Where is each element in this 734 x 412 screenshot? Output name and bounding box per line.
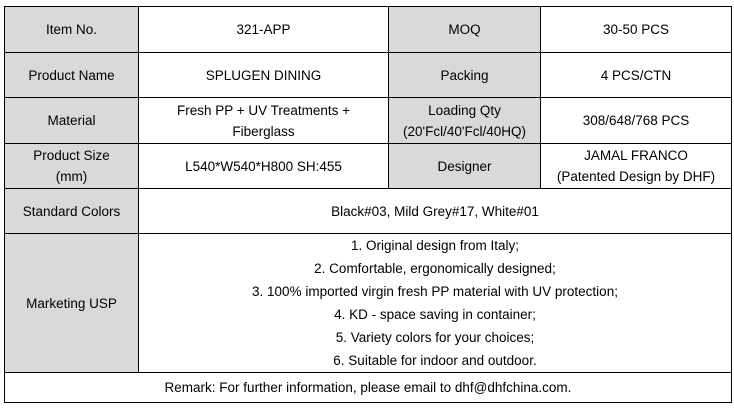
product-name-value: SPLUGEN DINING — [139, 53, 389, 98]
material-value-line-1: Fresh PP + UV Treatments + — [176, 102, 351, 118]
standard-colors-value: Black#03, Mild Grey#17, White#01 — [139, 189, 732, 234]
list-item: 3. 100% imported virgin fresh PP material with UV protection; — [252, 284, 618, 299]
standard-colors-label: Standard Colors — [5, 189, 139, 234]
designer-value-line-2: (Patented Design by DHF) — [556, 169, 716, 184]
product-size-label — [5, 144, 139, 189]
item-no-value: 321-APP — [139, 7, 389, 53]
list-item: 2. Comfortable, ergonomically designed; — [314, 261, 556, 276]
table-row — [5, 189, 732, 234]
product-size-label-line-2: (mm) — [55, 169, 88, 184]
loading-qty-label-line-1: Loading Qty — [428, 102, 501, 118]
designer-value — [541, 144, 732, 189]
marketing-usp-list — [139, 234, 732, 373]
product-size-value: L540*W540*H800 SH:455 — [139, 144, 389, 189]
loading-qty-value: 308/648/768 PCS — [541, 98, 732, 144]
list-item: 4. KD - space saving in container; — [334, 307, 536, 322]
list-item: 6. Suitable for indoor and outdoor. — [333, 353, 537, 368]
designer-value-line-1: JAMAL FRANCO — [584, 148, 688, 163]
table-row — [5, 53, 732, 98]
table-row — [5, 234, 732, 373]
product-spec-table — [4, 6, 732, 403]
table-row — [5, 144, 732, 189]
marketing-usp-label: Marketing USP — [5, 234, 139, 373]
product-size-label-line-1: Product Size — [33, 148, 110, 163]
table-row — [5, 98, 732, 144]
table-row — [5, 7, 732, 53]
loading-qty-label-line-2: (20'Fcl/40'Fcl/40HQ) — [403, 123, 526, 139]
product-name-label: Product Name — [5, 53, 139, 98]
material-value-line-2: Fiberglass — [232, 123, 295, 139]
material-label: Material — [5, 98, 139, 144]
item-no-label: Item No. — [5, 7, 139, 53]
moq-value: 30-50 PCS — [541, 7, 732, 53]
packing-label: Packing — [389, 53, 541, 98]
table-row — [5, 373, 732, 403]
list-item: 5. Variety colors for your choices; — [335, 330, 535, 345]
packing-value: 4 PCS/CTN — [541, 53, 732, 98]
material-value — [139, 98, 389, 144]
loading-qty-label — [389, 98, 541, 144]
designer-label: Designer — [389, 144, 541, 189]
list-item: 1. Original design from Italy; — [350, 238, 520, 253]
remark-text: Remark: For further information, please email to dhf@dhfchina.com. — [5, 373, 732, 403]
moq-label: MOQ — [389, 7, 541, 53]
